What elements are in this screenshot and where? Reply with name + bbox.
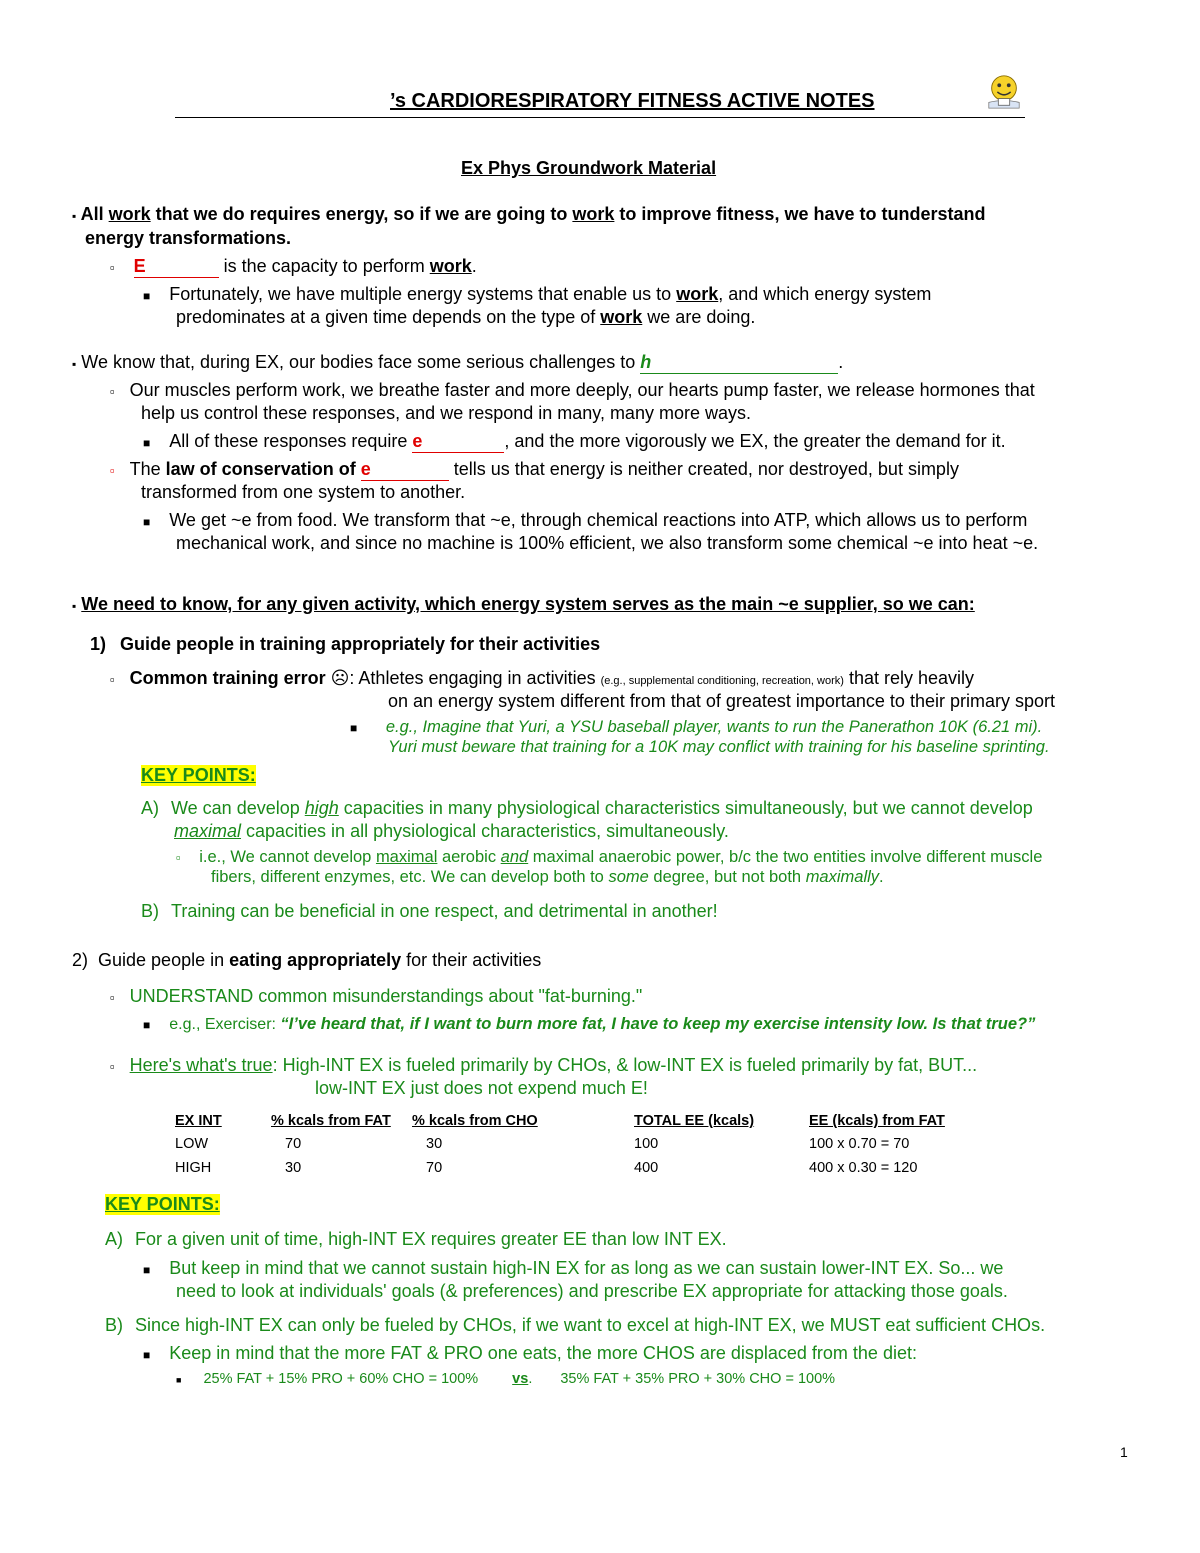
hollow-square-bullet-icon: ▫ [110,463,115,478]
smiley-face-icon [985,72,1023,110]
fill-blank-e2[interactable]: e [412,431,504,453]
s2-law: ▫ The law of conservation of e tells us that energy is neither created, nor destroyed, but simply [110,459,959,479]
s4-whats-true: ▫ Here's what's true: High-INT EX is fueled primarily by CHOs, & low-INT EX is fueled primarily by fat, BUT... [110,1055,978,1075]
s3-example: ■ e.g., Imagine that Yuri, a YSU baseball player, wants to run the Panerathon 10K (6.21 mi). [350,718,1043,736]
s4-whats-true-2: low-INT EX just does not expend much E! [315,1078,648,1098]
hollow-square-bullet-icon: ▫ [110,384,115,399]
square-bullet-icon: ■ [143,1018,151,1032]
fill-blank-e3[interactable]: e [361,459,449,481]
s2-line1: ▪ We know that, during EX, our bodies face some serious challenges to h . [72,352,844,372]
s1-line1: ▪ All work that we do requires energy, so if we are going to work to improve fitness, we have to tunderstand [72,204,986,224]
square-bullet-icon: ■ [143,436,151,450]
s1-fortunately-2: predominates at a given time depends on the type of work we are doing. [176,307,756,327]
s2-law-2: transformed from one system to another. [141,482,466,502]
page-number: 1 [1120,1444,1128,1460]
s4-understand: ▫ UNDERSTAND common misunderstandings about "fat-burning." [110,986,643,1006]
fill-blank-h[interactable]: h [640,352,838,374]
key-points-2: KEY POINTS: [105,1194,220,1214]
section-subtitle: Ex Phys Groundwork Material [461,158,717,178]
bullet-icon: ▪ [72,357,77,371]
s3-example-2: Yuri must beware that training for a 10K may conflict with training for his baseline sprinting. [388,738,1050,756]
square-bullet-icon: ■ [350,721,358,735]
s4-exerciser: ■ e.g., Exerciser: “I’ve heard that, if I want to burn more fat, I have to keep my exercise intensity low. Is that true?” [143,1015,1036,1033]
energy-expenditure-table [175,1110,945,1180]
hollow-square-bullet-icon: ▫ [110,260,115,275]
s2-muscles: ▫ Our muscles perform work, we breathe faster and more deeply, our hearts pump faster, we release hormones that [110,380,1035,400]
s4-key-B-sub: ■ Keep in mind that the more FAT & PRO one eats, the more CHOS are displaced from the diet: [143,1343,917,1363]
s2-muscles-2: help us control these responses, and we respond in many, many more ways. [141,403,751,423]
square-bullet-icon: ■ [143,515,151,529]
header-title: ’s CARDIORESPIRATORY FITNESS ACTIVE NOTES [390,90,875,112]
s1-line2: energy transformations. [85,228,292,248]
bullet-icon: ▪ [72,209,77,223]
s1-energy-def: ▫ E is the capacity to perform work. [110,256,477,276]
table-header-row: EX INT % kcals from FAT % kcals from CHO TOTAL EE (kcals) EE (kcals) from FAT [175,1113,945,1129]
s3-ie-2: fibers, different enzymes, etc. We can develop both to some degree, but not both maximally. [211,868,884,886]
s4-key-A-sub-2: need to look at individuals' goals (& preferences) and prescribe EX appropriate for attacking those goals. [176,1281,1008,1301]
name-blank [175,90,390,112]
hollow-square-bullet-icon: ▫ [110,990,115,1005]
s4-key-A: A) For a given unit of time, high-INT EX requires greater EE than low INT EX. [105,1229,727,1249]
table-row: LOW 70 30 100 100 x 0.70 = 70 [175,1136,910,1152]
s1-fortunately: ■ Fortunately, we have multiple energy systems that enable us to work, and which energy system [143,284,932,304]
small-square-bullet-icon: ■ [176,1375,182,1385]
s4-point2: 2) Guide people in eating appropriately for their activities [72,950,542,970]
header-title-line [175,90,930,113]
s4-diet-compare: ■ 25% FAT + 15% PRO + 60% CHO = 100% vs. 35% FAT + 35% PRO + 30% CHO = 100% [176,1371,836,1387]
s3-key-A: A) We can develop high capacities in many physiological characteristics simultaneously, but we cannot develop [141,798,1033,818]
s2-food: ■ We get ~e from food. We transform that ~e, through chemical reactions into ATP, which allows us to perform [143,510,1028,530]
s4-key-A-sub: ■ But keep in mind that we cannot sustain high-IN EX for as long as we can sustain lower-INT EX. So... we [143,1258,1004,1278]
square-bullet-icon: ■ [143,289,151,303]
s3-heading: ▪ We need to know, for any given activity, which energy system serves as the main ~e supplier, so we can: [72,594,975,614]
bullet-icon: ▪ [72,599,77,613]
s3-ie: ▫ i.e., We cannot develop maximal aerobic and maximal anaerobic power, b/c the two entities involve different muscle [176,848,1043,866]
hollow-square-bullet-icon: ▫ [110,672,115,687]
square-bullet-icon: ■ [143,1348,151,1362]
s3-key-B: B) Training can be beneficial in one respect, and detrimental in another! [141,901,718,921]
table-row: HIGH 30 70 400 400 x 0.30 = 120 [175,1160,918,1176]
s4-key-B: B) Since high-INT EX can only be fueled by CHOs, if we want to excel at high-INT EX, we MUST eat sufficient CHOs. [105,1315,1046,1335]
square-bullet-icon: ■ [143,1263,151,1277]
s3-training-error-2: on an energy system different from that of greatest importance to their primary sport [388,691,1055,711]
hollow-square-bullet-icon: ▫ [176,850,181,865]
s3-point1: 1) Guide people in training appropriately for their activities [90,634,601,654]
key-points-1: KEY POINTS: [141,765,256,785]
hollow-square-bullet-icon: ▫ [110,1059,115,1074]
s2-responses: ■ All of these responses require e , and the more vigorously we EX, the greater the demand for it. [143,431,1006,451]
header-rule [175,117,1025,118]
fill-blank-e[interactable]: E [134,256,219,278]
s3-key-A-2: maximal capacities in all physiological characteristics, simultaneously. [174,821,729,841]
s2-food-2: mechanical work, and since no machine is 100% efficient, we also transform some chemical ~e into heat ~e. [176,533,1039,553]
s3-training-error: ▫ Common training error ☹: Athletes engaging in activities (e.g., supplemental conditioning, recreation, work) that rely heavily [110,668,974,688]
